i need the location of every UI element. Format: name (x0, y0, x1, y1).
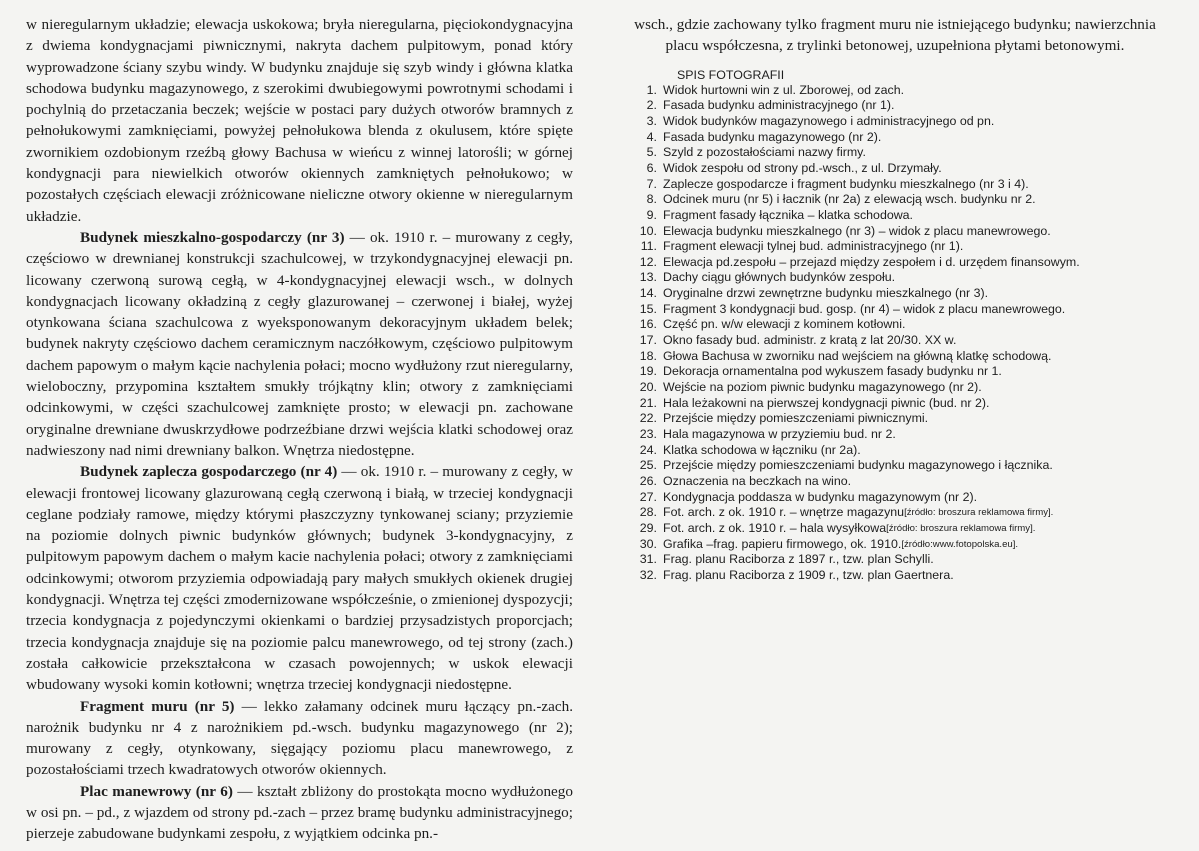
photo-caption: Głowa Bachusa w zworniku nad wejściem na główną klatkę schodową. (663, 348, 1052, 363)
photo-list-title: SPIS FOTOGRAFII (677, 67, 785, 82)
photo-list-item (617, 177, 1173, 193)
photo-caption: Zaplecze gospodarcze i fragment budynku mieszkalnego (nr 3 i 4). (663, 176, 1029, 191)
section-title: Budynek zaplecza gospodarczego (nr 4) (80, 463, 338, 481)
photo-caption: Kondygnacja poddasza w budynku magazynowym (nr 2). (663, 489, 978, 504)
photo-caption: Fot. arch. z ok. 1910 r. – wnętrze magazynu (663, 505, 905, 520)
photo-number: 28. (639, 505, 657, 520)
photo-number: 29. (639, 520, 657, 535)
photo-number: 25. (639, 458, 657, 473)
photo-caption: Oznaczenia na beczkach na wino. (663, 474, 852, 488)
photo-number: 27. (639, 489, 657, 504)
photo-caption: Fasada budynku magazynowego (nr 2). (663, 129, 882, 144)
photo-list-item (617, 114, 1173, 130)
photo-list-item (617, 286, 1173, 302)
photo-caption: Przejście między pomieszczeniami budynku magazynowego i łącznika. (663, 458, 1053, 473)
photo-number: 11. (640, 239, 657, 254)
photo-caption: Hala magazynowa w przyziemiu bud. nr 2. (663, 427, 896, 442)
building-2-description-continued: w nieregularnym układzie; elewacja uskokowa; bryła nieregularna, pięciokondygnacyjna z dwiema kondygnacjami piwnicznymi, nakryta dachem pulpitowym, ponad który wyprowadzone ściany szybu windy. W budynku znajduje się szyb windy i główna klatka schodowa budynku magazynowego, z szerokimi dwubiegowymi powrotnymi schodami i pochylnią do przetaczania beczek; wejście w postaci pary dużych otworów bramnych z pełnołukowymi zamknięciami, powyżej pełnołukowa blenda z okulusem, które spięte zwornikiem ozdobionym rzeźbą głowy Bachusa w wieńcu z winnej latorośli; w górnej kondygnacji para niewielkich otworów okiennych zamkniętych pełnołukowo; w pozostałych częściach elewacji zróżnicowane nieliczne otwory okienne w nieregularnym układzie. (26, 16, 573, 225)
section-body: — ok. 1910 r. – murowany z cegły, w elewacji frontowej licowany glazurowaną cegłą czerwoną i białą, w trzeciej kondygnacji ceglane podziały ramowe, między którymi płaszczyzny tynkowanej sciany; przyziemie na poziomie dolnych piwnic budynków głównych; budynek 3-kondygnacyjny, z pulpitowym papowym dachem o małym kacie nachylenia połaci; otwory z zamknięciami odcinkowymi; otworom przyziemia odpowiadają pary małych smukłych okienek drugiej kondygnacji. Wnętrza tej części zmodernizowane współcześnie, o zmienionej dyspozycji; trzecia kondygnacja z pojedynczymi okienkami o bardziej przysadzistych proporcjach; trzecia kondygnacja znajduje się na poziomie palcu manewrowego, od tej strony (zach.) została całkowicie przekształcona w czasach powojennych; w uskok elewacji wbudowany wysoki komin kotłowni; wnętrza trzeciej kondygnacji niedostępne. (26, 463, 573, 694)
photo-number: 22. (639, 411, 657, 426)
photo-list-item (617, 411, 1173, 427)
photo-number: 3. (646, 113, 657, 128)
photo-caption: Klatka schodowa w łączniku (nr 2a). (663, 442, 861, 457)
photo-list-item (617, 552, 1173, 568)
photo-number: 13. (639, 270, 657, 285)
photo-caption: Grafika –frag. papieru firmowego, ok. 1910. (663, 536, 902, 551)
photo-list-item (617, 427, 1173, 443)
photo-source: [źródło: broszura reklamowa firmy]. (904, 507, 1054, 519)
photo-caption: Frag. planu Raciborza z 1909 r., tzw. plan Gaertnera. (663, 567, 954, 582)
photo-caption: Fragment elewacji tylnej bud. administracyjnego (nr 1). (663, 239, 964, 254)
photo-caption: Elewacja pd.zespołu – przejazd między zespołem i d. urzędem finansowym. (663, 254, 1080, 269)
photo-list-item (617, 255, 1173, 271)
photo-number: 1. (646, 82, 657, 97)
photo-list-item (617, 208, 1173, 224)
photo-list-item (617, 380, 1173, 396)
photo-list-item (617, 443, 1173, 459)
photo-list-item (617, 396, 1173, 412)
section-title: Budynek mieszkalno-gospodarczy (nr 3) (80, 228, 345, 246)
photo-number: 14. (639, 286, 657, 301)
photo-caption: Wejście na poziom piwnic budynku magazynowego (nr 2). (663, 380, 982, 395)
photo-number: 31. (639, 552, 657, 567)
section-body: — ok. 1910 r. – murowany z cegły, częściowo w drewnianej konstrukcji szachulcowej, w trzykondygnacyjnej elewacji pn. licowany czerwoną surową cegłą, w 4-kondygnacyjnej elewacji wsch., w dolnych kondygnacjach licowany okładziną z cegły glazurowanej – czerwonej i białej, wyżej otynkowana ściana szachulcowa z wyeksponowanym dekoracyjnym układem belek; budynek nakryty częściowo dachem ceramicznym naczółkowym, częściowo pulpitowym dachem papowym o małym kącie nachylenia połaci; mocno wydłużony rzut nieregularny, wieloboczny, przypomina kształtem smukły trójkątny klin; otwory z zamknięciami odcinkowymi, w części szachulcowej zamknięte prosto; w elewacji pn. zachowane oryginalne drewniane dwuskrzydłowe podrzeźbiane drzwi wejścia klatki schodowej oraz nadwieszony nad nimi drewniany balkon. Wnętrza niedostępne. (26, 228, 573, 459)
photo-caption: Fragment 3 kondygnacji bud. gosp. (nr 4) – widok z placu manewrowego. (663, 301, 1066, 316)
photo-caption: Część pn. w/w elewacji z kominem kotłowni. (663, 317, 906, 332)
photo-number: 6. (646, 160, 657, 175)
photo-number: 15. (639, 301, 657, 316)
photo-caption: Dekoracja ornamentalna pod wykuszem fasady budynku nr 1. (663, 364, 1002, 379)
photo-caption: Fot. arch. z ok. 1910 r. – hala wysyłkowa (663, 520, 887, 535)
section-residential-building (26, 227, 573, 461)
photo-number: 12. (639, 254, 657, 269)
photo-list-item (617, 474, 1173, 490)
section-title: Plac manewrowy (nr 6) (80, 782, 233, 800)
photo-list-item (617, 333, 1173, 349)
photo-caption: Elewacja budynku mieszkalnego (nr 3) – widok z placu manewrowego. (663, 223, 1051, 238)
section-body: — lekko załamany odcinek muru łączący pn.-zach. narożnik budynku nr 4 z narożnikiem pd.-wsch. budynku magazynowego (nr 2); murowany z cegły, otynkowany, sięgający poziomu placu manewrowego, z pozostałościami trzech kwadratowych otworów okiennych. (26, 697, 573, 779)
section-body: — kształt zbliżony do prostokąta mocno wydłużonego w osi pn. – pd., z wjazdem od strony pd.-zach – przez bramę budynku administracyjnego; pierzeje zabudowane budynkami zespołu, z wyjątkiem odcinka pn.- (26, 782, 573, 843)
photo-list-item (617, 83, 1173, 99)
photo-caption: Przejście między pomieszczeniami piwnicznymi. (663, 411, 929, 426)
photo-caption: Frag. planu Raciborza z 1897 r., tzw. plan Schylli. (663, 552, 934, 567)
section-wall-fragment (26, 696, 573, 781)
photo-number: 4. (646, 129, 657, 144)
photo-list (617, 83, 1173, 584)
photo-list-item (617, 224, 1173, 240)
photo-list-item (617, 349, 1173, 365)
photo-number: 5. (646, 145, 657, 160)
yard-description-continued: wsch., gdzie zachowany tylko fragment muru nie istniejącego budynku; nawierzchnia placu współczesna, z trylinki betonowej, uzupełniona płytami betonowymi. (634, 16, 1156, 55)
photo-caption: Widok hurtowni win z ul. Zborowej, od zach. (663, 82, 905, 97)
photo-source: [źródło: broszura reklamowa firmy]. (886, 522, 1036, 534)
photo-caption: Odcinek muru (nr 5) i łacznik (nr 2a) z elewacją wsch. budynku nr 2. (663, 192, 1036, 207)
photo-number: 23. (639, 427, 657, 442)
section-yard (26, 781, 573, 845)
photo-number: 10. (639, 223, 657, 238)
photo-caption: Hala leżakowni na pierwszej kondygnacji piwnic (bud. nr 2). (663, 395, 990, 410)
photo-list-item (617, 161, 1173, 177)
photo-caption: Fragment fasady łącznika – klatka schodowa. (663, 207, 914, 222)
photo-number: 24. (639, 442, 657, 457)
section-utility-building (26, 461, 573, 695)
right-text-column (617, 14, 1173, 584)
photo-list-item (617, 302, 1173, 318)
photo-number: 8. (646, 192, 657, 207)
photo-number: 20. (639, 380, 657, 395)
photo-caption: Fasada budynku administracyjnego (nr 1). (663, 98, 895, 113)
photo-caption: Widok budynków magazynowego i administracyjnego od pn. (663, 113, 995, 128)
photo-list-item (617, 458, 1173, 474)
photo-list-item (617, 130, 1173, 146)
photo-list-item (617, 364, 1173, 380)
photo-list-item (617, 568, 1173, 584)
photo-number: 2. (646, 98, 657, 113)
photo-list-item (617, 521, 1173, 537)
photo-number: 9. (646, 207, 657, 222)
photo-number: 7. (646, 176, 657, 191)
photo-list-item (617, 490, 1173, 506)
photo-list-item (617, 239, 1173, 255)
section-title: Fragment muru (nr 5) (80, 697, 235, 715)
photo-number: 30. (639, 536, 657, 551)
photo-number: 21. (639, 395, 657, 410)
photo-list-item (617, 98, 1173, 114)
photo-list-item (617, 192, 1173, 208)
photo-number: 19. (639, 364, 657, 379)
photo-caption: Dachy ciągu głównych budynków zespołu. (663, 270, 896, 285)
photo-caption: Widok zespołu od strony pd.-wsch., z ul. Drzymały. (663, 160, 942, 175)
photo-list-item (617, 537, 1173, 553)
photo-source: [źródło:www.fotopolska.eu]. (901, 538, 1019, 550)
photo-list-item (617, 505, 1173, 521)
photo-caption: Szyld z pozostałościami nazwy firmy. (663, 145, 866, 160)
photo-caption: Okno fasady bud. administr. z kratą z lat 20/30. XX w. (663, 333, 957, 348)
left-text-column (26, 14, 573, 845)
photo-list-item (617, 317, 1173, 333)
photo-caption: Oryginalne drzwi zewnętrzne budynku mieszkalnego (nr 3). (663, 286, 989, 301)
photo-list-item (617, 270, 1173, 286)
photo-number: 16. (639, 317, 657, 332)
photo-list-item (617, 145, 1173, 161)
photo-number: 18. (639, 348, 657, 363)
photo-number: 26. (639, 474, 657, 488)
photo-number: 32. (639, 567, 657, 582)
photo-number: 17. (639, 333, 657, 348)
